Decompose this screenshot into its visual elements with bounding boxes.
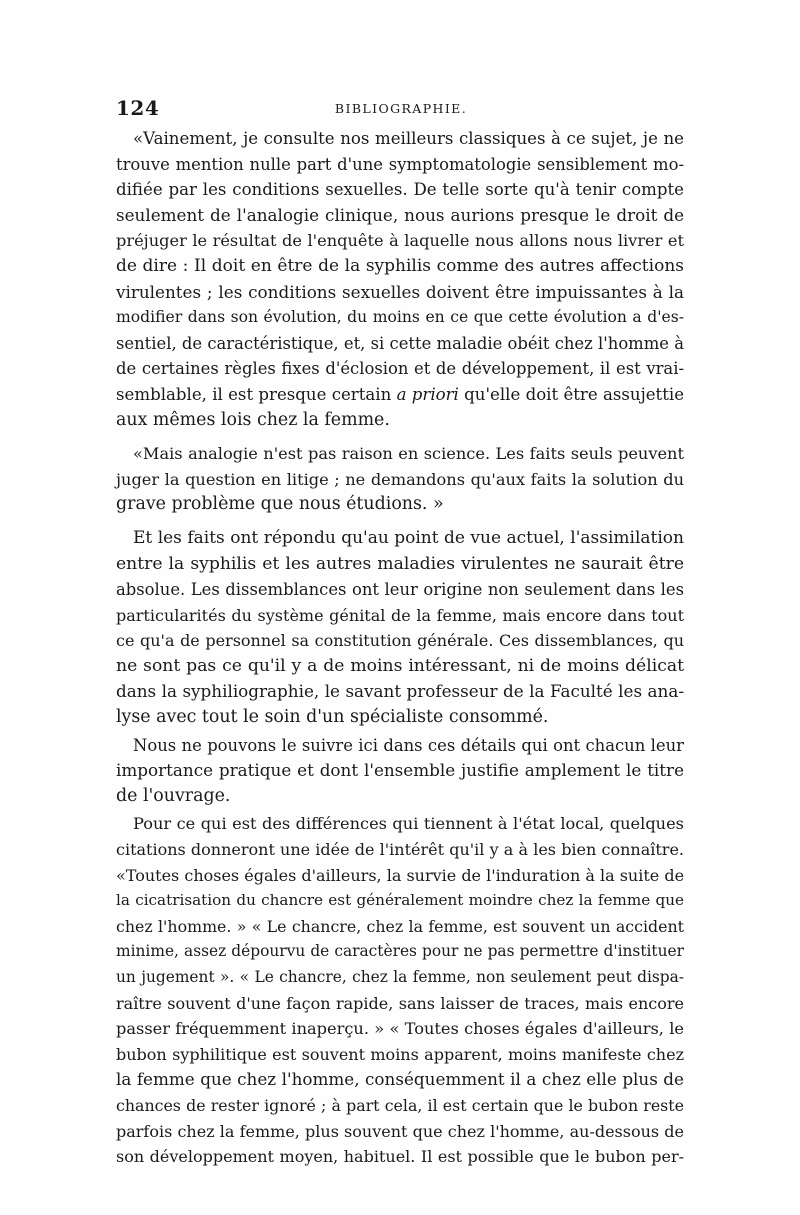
text-line: virulentes ; les conditions sexuelles doivent être impuissantes à la [116, 281, 684, 302]
text-line: juger la question en litige ; ne demandons qu'aux faits la solution du [116, 469, 684, 489]
text-line: Nous ne pouvons le suivre ici dans ces détails qui ont chacun leur [133, 735, 684, 755]
text-line: modifier dans son évolution, du moins en ce que cette évolution a d'es- [116, 308, 684, 327]
text-line: raître souvent d'une façon rapide, sans laisser de traces, mais encore [116, 993, 684, 1013]
text-line: préjuger le résultat de l'enquête à laquelle nous allons nous livrer et [116, 231, 684, 251]
running-title: BIBLIOGRAPHIE. [334, 101, 468, 116]
text-line: minime, assez dépourvu de caractères pour ne pas permettre d'instituer [116, 942, 684, 961]
text-fragment: semblable, il est presque certain [116, 384, 397, 404]
text-line: entre la syphilis et les autres maladies virulentes ne saurait être [116, 553, 684, 574]
text-line: ne sont pas ce qu'il y a de moins intéressant, ni de moins délicat [116, 655, 684, 676]
text-line: chez l'homme. » « Le chancre, chez la femme, est souvent un accident [116, 916, 684, 936]
italic-a-priori: a priori [396, 384, 459, 404]
paragraph-4 [116, 733, 684, 810]
text-line: citations donneront une idée de l'intérêt qu'il y a à les bien connaître. [116, 840, 684, 860]
text-line: lyse avec tout le soin d'un spécialiste consommé. [116, 707, 549, 728]
text-line: son développement moyen, habituel. Il est possible que le bubon per- [116, 1147, 684, 1167]
text-line: un jugement ». « Le chancre, chez la femme, non seulement peut dispa- [116, 968, 684, 986]
text-line: de dire : Il doit en être de la syphilis comme des autres affections [116, 255, 684, 276]
paragraph-3 [116, 526, 684, 731]
body-text [116, 126, 684, 1170]
text-line: de l'ouvrage. [116, 785, 231, 806]
text-line: particularités du système génital de la femme, mais encore dans tout [116, 605, 684, 625]
paragraph-2 [116, 441, 684, 518]
text-line: grave problème que nous étudions. » [116, 494, 444, 515]
text-line: seulement de l'analogie clinique, nous aurions presque le droit de [116, 204, 684, 225]
text-line: absolue. Les dissemblances ont leur origine non seulement dans les [116, 580, 684, 600]
text-line: Pour ce qui est des différences qui tiennent à l'état local, quelques [133, 814, 684, 834]
text-line-with-italic [116, 382, 684, 408]
paragraph-5 [116, 811, 684, 1169]
text-line: passer fréquemment inaperçu. » « Toutes choses égales d'ailleurs, le [116, 1019, 684, 1039]
text-line: sentiel, de caractéristique, et, si cette maladie obéit chez l'homme à [116, 333, 684, 353]
text-line: de certaines règles fixes d'éclosion et de développement, il est vrai- [116, 359, 684, 379]
text-line: chances de rester ignoré ; à part cela, il est certain que le bubon reste [116, 1095, 684, 1115]
paragraph-1 [116, 126, 684, 433]
text-line: la femme que chez l'homme, conséquemment il a chez elle plus de [116, 1069, 684, 1090]
text-line: bubon syphilitique est souvent moins apparent, moins manifeste chez [116, 1044, 684, 1064]
text-line: «Toutes choses égales d'ailleurs, la survie de l'induration à la suite de [116, 865, 685, 885]
text-line: importance pratique et dont l'ensemble justifie amplement le titre [116, 760, 684, 781]
page-number: 124 [116, 96, 160, 120]
text-fragment: qu'elle doit être assujettie [458, 384, 685, 404]
text-line: trouve mention nulle part d'une symptomatologie sensiblement mo- [116, 154, 684, 174]
page-header [116, 96, 686, 122]
text-line: aux mêmes lois chez la femme. [116, 409, 390, 430]
text-line: difiée par les conditions sexuelles. De telle sorte qu'à tenir compte [116, 180, 684, 200]
text-line: ce qu'a de personnel sa constitution générale. Ces dissemblances, qu [116, 631, 684, 651]
text-line: Et les faits ont répondu qu'au point de vue actuel, l'assimilation [133, 527, 684, 548]
text-line: «Vainement, je consulte nos meilleurs classiques à ce sujet, je ne [133, 129, 684, 148]
text-line: la cicatrisation du chancre est généralement moindre chez la femme que [116, 891, 684, 910]
text-line: parfois chez la femme, plus souvent que chez l'homme, au-dessous de [116, 1121, 684, 1141]
text-line: «Mais analogie n'est pas raison en science. Les faits seuls peuvent [133, 444, 684, 464]
text-line: dans la syphiliographie, le savant professeur de la Faculté les ana- [116, 681, 684, 702]
